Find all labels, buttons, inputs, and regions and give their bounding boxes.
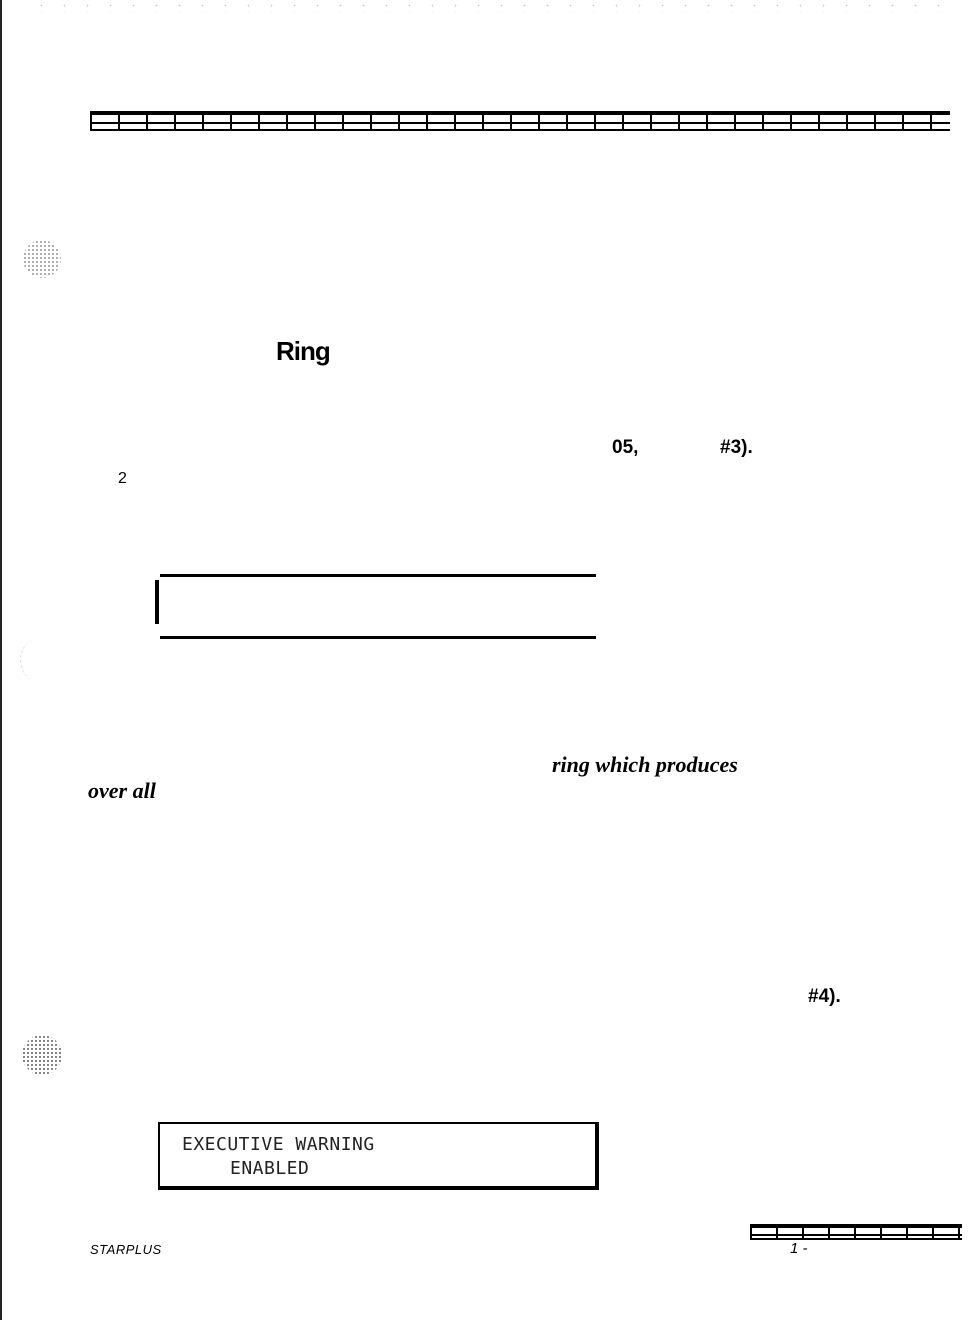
- footer-page-number: 1 -: [790, 1240, 808, 1257]
- hash-3-text: #3).: [720, 437, 753, 458]
- punch-hole-top: [23, 240, 61, 278]
- lcd-line-1: EXECUTIVE WARNING: [182, 1134, 375, 1155]
- code-05-text: 05,: [612, 437, 639, 458]
- empty-box-left-rule: [155, 580, 159, 624]
- left-margin-rule: [0, 0, 2, 1320]
- lcd-line-2: ENABLED: [230, 1158, 310, 1179]
- punch-hole-middle: [20, 640, 51, 680]
- footer-product-name: STARPLUS: [90, 1242, 162, 1257]
- section-heading: Ring: [276, 336, 330, 366]
- greek-key-border-footer: [750, 1224, 962, 1240]
- lcd-display-box: [158, 1122, 599, 1190]
- empty-box-top-rule: [160, 574, 596, 577]
- hash-4-text: #4).: [808, 986, 841, 1007]
- greek-key-border-top: [90, 111, 950, 131]
- italic-over-all: over all: [88, 778, 156, 803]
- numeral-2-text: 2: [118, 470, 127, 487]
- scan-speckle: [30, 2, 960, 12]
- empty-box-bottom-rule: [160, 636, 596, 639]
- italic-ring-phrase: ring which produces: [552, 752, 738, 777]
- punch-hole-bottom: [22, 1035, 62, 1075]
